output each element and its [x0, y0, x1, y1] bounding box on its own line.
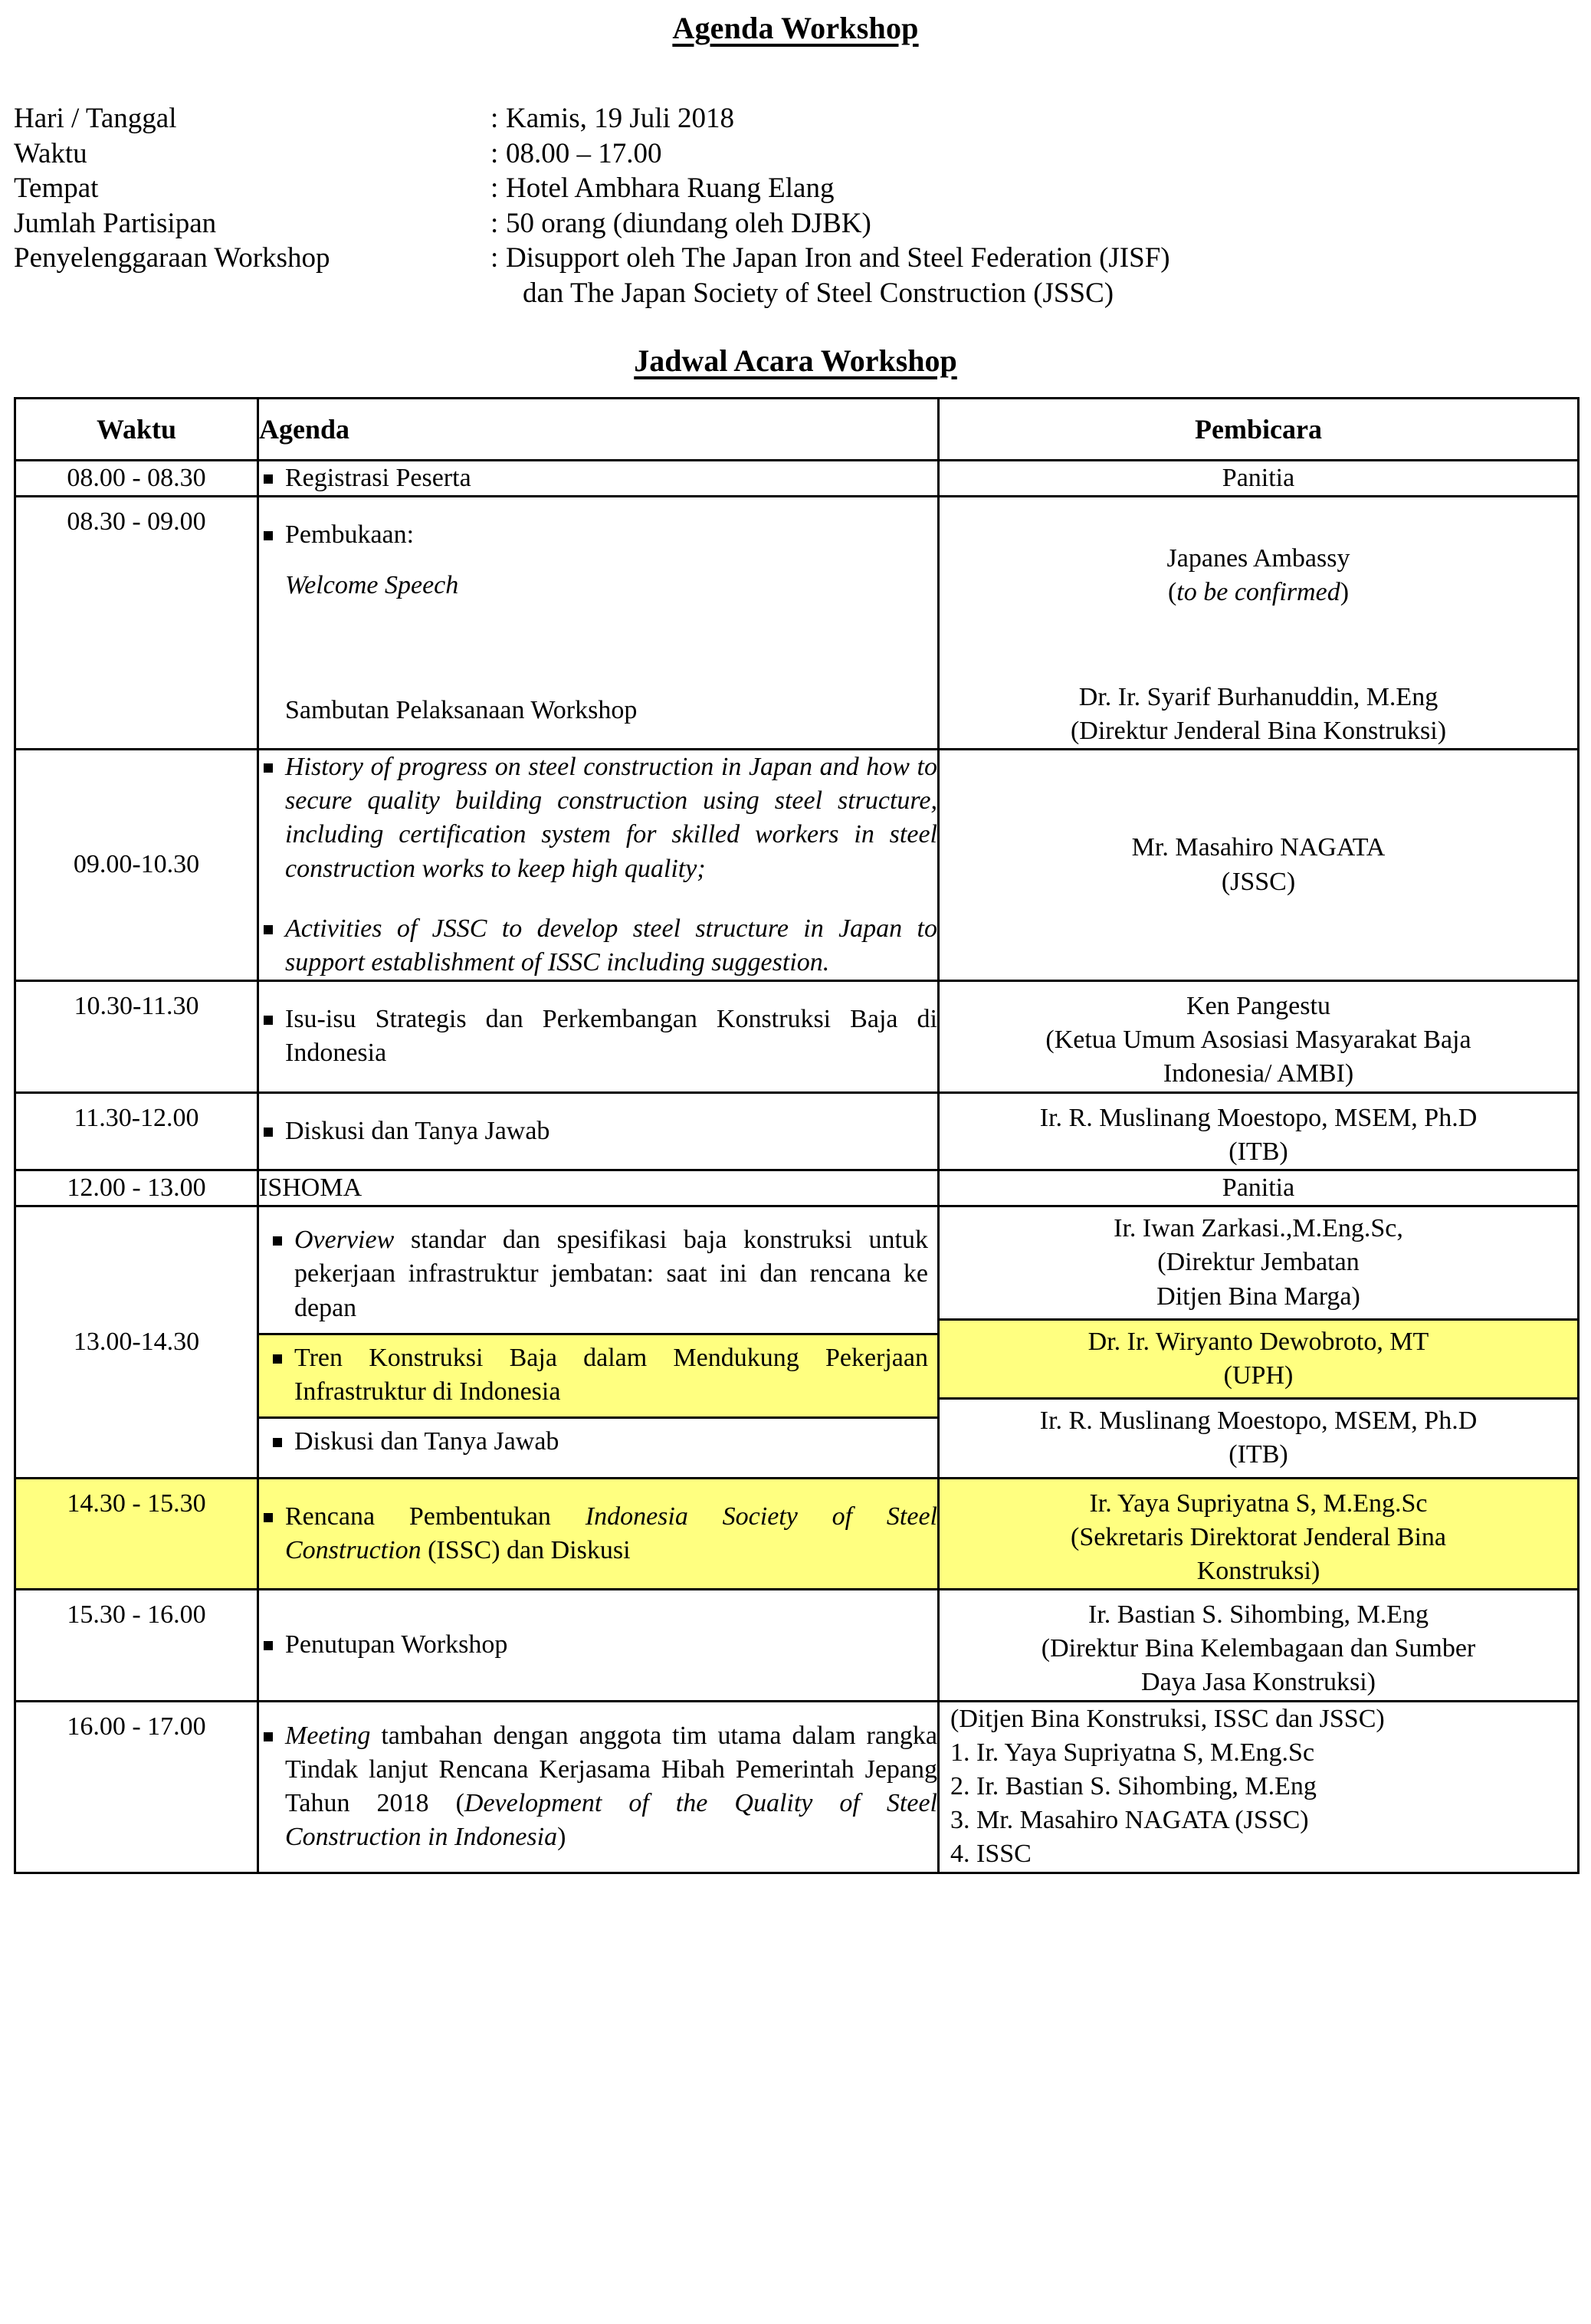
colon-separator: :	[490, 103, 499, 134]
agenda-italic-lead: Overview	[294, 1226, 395, 1255]
info-label-penyelenggaraan: Penyelenggaraan Workshop	[14, 242, 330, 274]
table-row	[15, 1590, 1579, 1702]
agenda-subrow	[259, 1217, 937, 1334]
cell-waktu: 12.00 - 13.00	[15, 1170, 258, 1206]
pembicara-subrow	[940, 1399, 1577, 1477]
pembicara-line: (Direktur Jenderal Bina Konstruksi)	[1070, 716, 1447, 745]
agenda-subitem-welcome-speech: Welcome Speech	[285, 571, 459, 600]
table-row	[15, 981, 1579, 1093]
pembicara-note: to be confirmed	[1176, 578, 1340, 607]
cell-pembicara	[940, 1319, 1577, 1398]
pembicara-line: Dr. Ir. Wiryanto Dewobroto, MT	[1087, 1327, 1429, 1356]
cell-waktu: 15.30 - 16.00	[15, 1590, 258, 1702]
pembicara-line: Ditjen Bina Marga)	[1156, 1282, 1360, 1311]
info-value-text: Kamis, 19 Juli 2018	[506, 103, 735, 134]
list-item: 3. Mr. Masahiro NAGATA (JSSC)	[950, 1806, 1309, 1835]
pembicara-line: (ITB)	[1229, 1137, 1288, 1166]
agenda-bullet-item: Activities of JSSC to develop steel structure in Japan to support establishment of ISSC including suggestion.	[259, 912, 937, 980]
info-label-hari-tanggal: Hari / Tanggal	[14, 103, 177, 134]
agenda-text-end: )	[557, 1823, 566, 1852]
info-value-text: 50 orang (diundang oleh DJBK)	[506, 207, 871, 239]
cell-waktu: 09.00-10.30	[15, 749, 258, 980]
info-label-jumlah-partisipan: Jumlah Partisipan	[14, 207, 217, 239]
cell-pembicara	[940, 1207, 1577, 1319]
agenda-text-italic-lead: Meeting	[285, 1721, 371, 1750]
agenda-bullet-list	[259, 1500, 937, 1567]
info-label-tempat: Tempat	[14, 172, 99, 204]
agenda-subrow-highlighted	[259, 1334, 937, 1417]
table-header-row	[15, 399, 1579, 461]
pembicara-line: Ir. Yaya Supriyatna S, M.Eng.Sc	[1089, 1489, 1428, 1518]
cell-pembicara	[939, 981, 1579, 1093]
cell-pembicara: Panitia	[939, 461, 1579, 497]
info-label-waktu: Waktu	[14, 137, 87, 169]
event-info-block	[14, 101, 1577, 310]
pembicara-numbered-list	[950, 1736, 1577, 1872]
cell-waktu: 13.00-14.30	[15, 1206, 258, 1478]
info-value-waktu	[490, 136, 1577, 172]
agenda-text-post: (ISSC) dan Diskusi	[421, 1535, 631, 1564]
agenda-bullet-item: Diskusi dan Tanya Jawab	[259, 1114, 937, 1148]
column-header-waktu: Waktu	[15, 399, 258, 461]
info-value-hari-tanggal	[490, 101, 1577, 136]
agenda-text-italic: Indonesia Society of Steel Construction	[285, 1502, 937, 1564]
cell-pembicara-group	[939, 1206, 1579, 1478]
info-value-tempat	[490, 171, 1577, 206]
table-row	[15, 1170, 1579, 1206]
cell-waktu: 08.00 - 08.30	[15, 461, 258, 497]
list-item: 2. Ir. Bastian S. Sihombing, M.Eng	[950, 1772, 1317, 1800]
cell-agenda-group	[258, 1206, 939, 1478]
pembicara-line: (Direktur Bina Kelembagaan dan Sumber	[1041, 1634, 1476, 1663]
cell-agenda	[258, 461, 939, 497]
pembicara-line: Ir. R. Muslinang Moestopo, MSEM, Ph.D	[1039, 1103, 1478, 1132]
info-value-text: Disupport oleh The Japan Iron and Steel Federation (JISF)	[506, 242, 1170, 274]
pembicara-subtable	[940, 1207, 1577, 1476]
pembicara-line: Konstruksi)	[1196, 1556, 1320, 1585]
table-row	[15, 461, 1579, 497]
agenda-bullet-list	[259, 750, 937, 980]
pembicara-line	[940, 576, 1577, 609]
info-value-jumlah-partisipan	[490, 206, 1577, 241]
info-row-penyelenggaraan	[14, 241, 1577, 276]
cell-pembicara	[939, 749, 1579, 980]
agenda-subrow	[259, 1418, 937, 1467]
cell-pembicara	[939, 1701, 1579, 1873]
table-row	[15, 497, 1579, 750]
cell-agenda	[259, 1217, 937, 1334]
list-item: 4. ISSC	[950, 1840, 1032, 1869]
agenda-table	[14, 397, 1580, 1874]
agenda-bullet-list	[259, 1719, 937, 1855]
cell-agenda	[259, 1334, 937, 1417]
pembicara-subrow	[940, 1207, 1577, 1319]
info-value-penyelenggaraan-cont: dan The Japan Society of Steel Construction (JSSC)	[523, 277, 1114, 309]
pembicara-line: (JSSC)	[1221, 867, 1296, 896]
agenda-bullet-item: Tren Konstruksi Baja dalam Mendukung Pekerjaan Infrastruktur di Indonesia	[268, 1341, 928, 1409]
pembicara-line: (Sekretaris Direktorat Jenderal Bina	[1071, 1522, 1446, 1551]
agenda-bullet-list	[259, 461, 937, 495]
pembicara-line: (Ketua Umum Asosiasi Masyarakat Baja	[1045, 1026, 1471, 1055]
agenda-subitem-sambutan: Sambutan Pelaksanaan Workshop	[285, 695, 638, 724]
cell-agenda	[258, 1701, 939, 1873]
cell-waktu: 11.30-12.00	[15, 1092, 258, 1170]
cell-agenda	[259, 1418, 937, 1467]
cell-agenda	[258, 1092, 939, 1170]
agenda-bullet-item	[268, 1223, 928, 1325]
pembicara-line: (Direktur Jembatan	[1157, 1248, 1360, 1277]
schedule-title	[14, 343, 1577, 379]
info-row-waktu	[14, 136, 1577, 172]
cell-waktu: 10.30-11.30	[15, 981, 258, 1093]
table-row	[15, 1206, 1579, 1478]
agenda-bullet-list	[259, 1114, 937, 1148]
pembicara-line: Ir. R. Muslinang Moestopo, MSEM, Ph.D	[1039, 1407, 1478, 1436]
colon-separator: :	[490, 207, 499, 239]
agenda-bullet-list	[259, 1003, 937, 1070]
agenda-bullet-item: Diskusi dan Tanya Jawab	[268, 1425, 928, 1459]
info-row-jumlah-partisipan	[14, 206, 1577, 241]
cell-pembicara: Panitia	[939, 1170, 1579, 1206]
agenda-text-pre: Rencana Pembentukan	[285, 1502, 586, 1531]
colon-separator: :	[490, 172, 499, 204]
cell-agenda: ISHOMA	[258, 1170, 939, 1206]
agenda-text-mid: tambahan dengan anggota tim utama dalam rangka Tindak lanjut Rencana Kerjasama Hibah Pemerintah Jepang Tahun 2018 (	[285, 1721, 937, 1818]
pembicara-line: Ken Pangestu	[1186, 992, 1330, 1021]
cell-pembicara	[939, 497, 1579, 750]
cell-agenda	[258, 749, 939, 980]
document-title	[14, 0, 1577, 44]
list-item: 1. Ir. Yaya Supriyatna S, M.Eng.Sc	[950, 1738, 1315, 1767]
paren-open: (	[1167, 578, 1177, 607]
agenda-subtable	[259, 1217, 937, 1466]
pembicara-line: (ITB)	[1229, 1440, 1288, 1469]
agenda-bullet-item: Registrasi Peserta	[259, 461, 937, 495]
cell-waktu: 16.00 - 17.00	[15, 1701, 258, 1873]
pembicara-subrow-highlighted	[940, 1319, 1577, 1398]
table-row	[15, 1701, 1579, 1873]
cell-agenda	[258, 1478, 939, 1590]
cell-agenda	[258, 981, 939, 1093]
table-row	[15, 1092, 1579, 1170]
pembicara-line: Ir. Iwan Zarkasi.,M.Eng.Sc,	[1114, 1214, 1403, 1243]
colon-separator: :	[490, 137, 499, 169]
cell-waktu: 14.30 - 15.30	[15, 1478, 258, 1590]
agenda-item-text: standar dan spesifikasi baja konstruksi untuk pekerjaan infrastruktur jembatan: saat ini dan rencana ke depan	[294, 1226, 928, 1322]
agenda-bullet-item: History of progress on steel construction in Japan and how to secure quality building construction using steel structure, including certification system for skilled workers in steel construction works to keep high quality;	[259, 750, 937, 886]
agenda-bullet-item: Penutupan Workshop	[259, 1628, 937, 1662]
pembicara-line: Ir. Bastian S. Sihombing, M.Eng	[1088, 1600, 1429, 1630]
agenda-bullet-item	[259, 518, 937, 727]
colon-separator: :	[490, 242, 499, 274]
info-row-hari-tanggal	[14, 101, 1577, 136]
agenda-bullet-item	[259, 1500, 937, 1567]
agenda-bullet-list	[259, 518, 937, 727]
cell-agenda	[258, 1590, 939, 1702]
paren-close: )	[1340, 578, 1350, 607]
pembicara-group-header: (Ditjen Bina Konstruksi, ISSC dan JSSC)	[950, 1704, 1385, 1733]
cell-pembicara	[939, 1478, 1579, 1590]
info-row-penyelenggaraan-cont	[14, 276, 1577, 311]
info-value-text: Hotel Ambhara Ruang Elang	[506, 172, 835, 204]
agenda-bullet-list	[268, 1223, 928, 1325]
agenda-bullet-item	[259, 1719, 937, 1855]
table-row-highlighted	[15, 1478, 1579, 1590]
info-row-tempat	[14, 171, 1577, 206]
pembicara-line: Mr. Masahiro NAGATA	[1131, 833, 1386, 862]
cell-pembicara	[939, 1590, 1579, 1702]
pembicara-line: Japanes Ambassy	[1166, 544, 1350, 573]
pembicara-line: Dr. Ir. Syarif Burhanuddin, M.Eng	[1078, 682, 1438, 711]
pembicara-line: (UPH)	[1223, 1361, 1294, 1390]
cell-pembicara	[939, 1092, 1579, 1170]
info-value-penyelenggaraan	[490, 241, 1577, 276]
cell-pembicara	[940, 1399, 1577, 1477]
column-header-agenda: Agenda	[258, 399, 939, 461]
cell-waktu: 08.30 - 09.00	[15, 497, 258, 750]
agenda-bullet-list	[268, 1341, 928, 1409]
info-value-text: 08.00 – 17.00	[506, 137, 662, 169]
agenda-bullet-list	[259, 1628, 937, 1662]
cell-agenda	[258, 497, 939, 750]
agenda-bullet-list	[268, 1425, 928, 1459]
pembicara-line: Daya Jasa Konstruksi)	[1141, 1668, 1376, 1697]
pembicara-line: Indonesia/ AMBI)	[1163, 1059, 1354, 1088]
schedule-title-text: Jadwal Acara Workshop	[634, 343, 957, 378]
agenda-bullet-item: Isu-isu Strategis dan Perkembangan Konstruksi Baja di Indonesia	[259, 1003, 937, 1070]
table-row	[15, 749, 1579, 980]
agenda-item-text: Pembukaan:	[285, 520, 415, 550]
column-header-pembicara: Pembicara	[939, 399, 1579, 461]
document-title-text: Agenda Workshop	[672, 11, 919, 45]
agenda-text-italic-title: Development of the Quality of Steel Construction in Indonesia	[285, 1789, 937, 1852]
